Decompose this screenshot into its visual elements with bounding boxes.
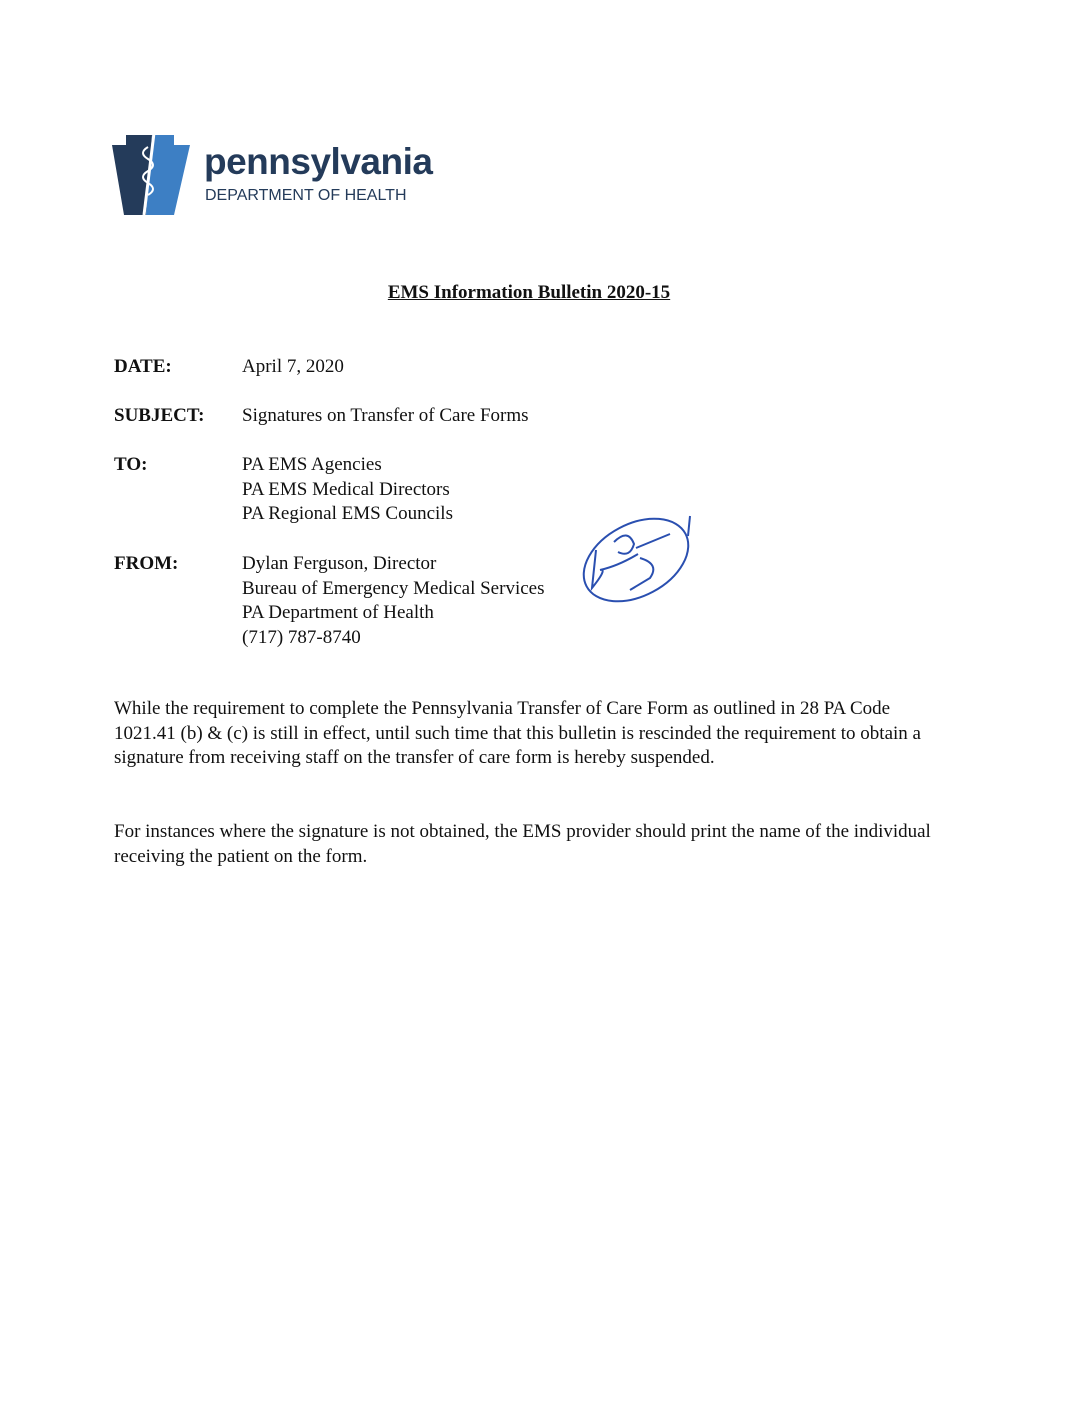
body-paragraph: For instances where the signature is not obtained, the EMS provider should print the name of the individual receiving the patient on the form. <box>114 821 931 867</box>
from-sender <box>242 552 544 650</box>
date-value: April 7, 2020 <box>242 356 344 377</box>
handwritten-signature <box>578 508 698 608</box>
from-label: FROM: <box>114 553 179 574</box>
sender-phone: (717) 787-8740 <box>242 626 361 648</box>
subject-value: Signatures on Transfer of Care Forms <box>242 405 529 426</box>
pa-health-logo <box>112 133 442 218</box>
date-label: DATE: <box>114 356 172 377</box>
keystone-caduceus-icon <box>112 133 192 215</box>
bulletin-title: EMS Information Bulletin 2020-15 <box>387 282 671 303</box>
sender-bureau: Bureau of Emergency Medical Services <box>242 577 545 599</box>
sender-department: PA Department of Health <box>242 602 434 624</box>
body-paragraph: While the requirement to complete the Pennsylvania Transfer of Care Form as outlined in 28 PA Code 1021.41 (b) & (c) is still in effect, until such time that this bulletin is rescinded the requirement to obtain a signature from receiving staff on the transfer of care form is hereby suspended. <box>114 698 921 769</box>
logo-department: DEPARTMENT OF HEALTH <box>205 187 407 204</box>
to-label: TO: <box>114 454 148 475</box>
subject-label: SUBJECT: <box>114 405 205 426</box>
recipient: PA EMS Agencies <box>242 454 382 475</box>
to-recipients <box>242 453 453 527</box>
recipient: PA EMS Medical Directors <box>242 478 450 500</box>
recipient: PA Regional EMS Councils <box>242 503 453 525</box>
logo-wordmark: pennsylvania <box>204 141 433 182</box>
sender-name: Dylan Ferguson, Director <box>242 553 437 574</box>
